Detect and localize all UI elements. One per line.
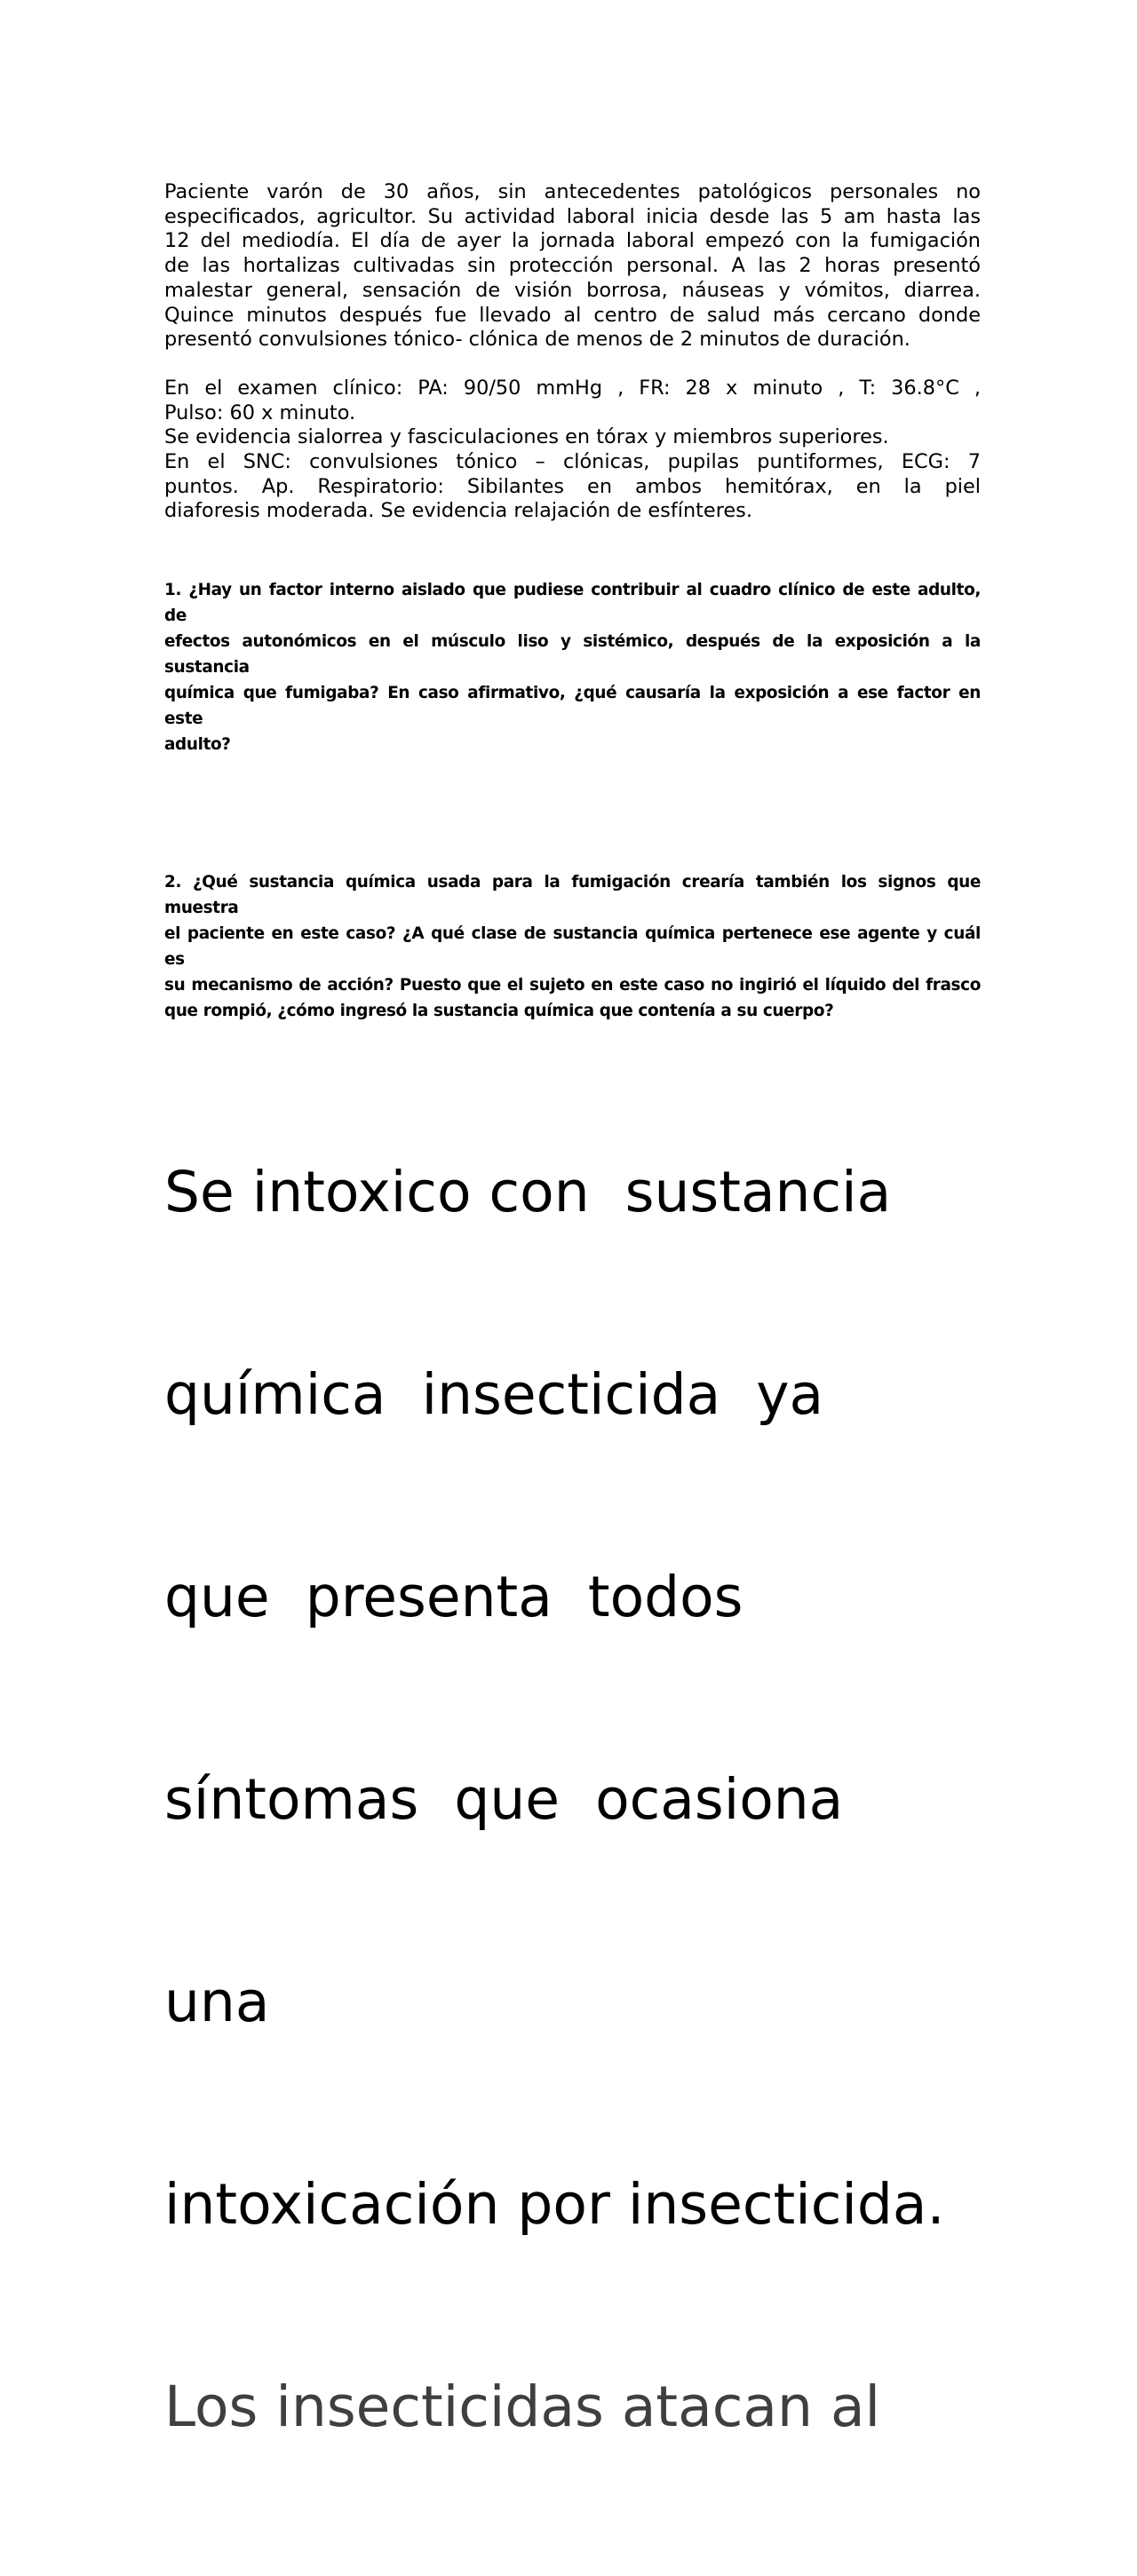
answer-line: una (164, 1970, 270, 2035)
text-line: 12 del mediodía. El día de ayer la jornada laboral empezó con la fumigación (164, 229, 981, 253)
case-paragraph-2 (164, 376, 981, 524)
text-line: especificados, agricultor. Su actividad laboral inicia desde las 5 am hasta las (164, 204, 981, 228)
paragraph-spacer (164, 353, 981, 376)
text-line: Paciente varón de 30 años, sin antecedentes patológicos personales no (164, 180, 981, 203)
text-line: Quince minutos después fue llevado al centro de salud más cercano donde (164, 303, 981, 327)
question-line: adulto? (164, 735, 231, 755)
document-content (164, 180, 981, 2576)
question-line: 2. ¿Qué sustancia química usada para la fumigación crearía también los signos que muestra (164, 873, 981, 918)
question-line: el paciente en este caso? ¿A qué clase de sustancia química pertenece ese agente y cuál es (164, 924, 981, 970)
text-line: Pulso: 60 x minuto. (164, 400, 356, 424)
answer-text (164, 1024, 981, 2576)
question-line: química que fumigaba? En caso afirmativo, ¿qué causaría la exposición a ese factor en este (164, 684, 981, 729)
text-line: En el SNC: convulsiones tónico – clónicas, pupilas puntiformes, ECG: 7 (164, 450, 981, 474)
answer-line: síntomas que ocasiona (164, 1767, 844, 1833)
question-line: su mecanismo de acción? Puesto que el sujeto en este caso no ingirió el líquido del frasco (164, 976, 981, 995)
text-line: En el examen clínico: PA: 90/50 mmHg , FR: 28 x minuto , T: 36.8°C , (164, 376, 981, 400)
case-paragraph-1 (164, 180, 981, 353)
text-line: de las hortalizas cultivadas sin protección personal. A las 2 horas presentó (164, 254, 981, 278)
text-line: presentó convulsiones tónico- clónica de menos de 2 minutos de duración. (164, 328, 910, 352)
question-line: efectos autonómicos en el músculo liso y sistémico, después de la exposición a la sustancia (164, 632, 981, 678)
text-line: diaforesis moderada. Se evidencia relajación de esfínteres. (164, 499, 752, 523)
answer-line: Se intoxico con sustancia (164, 1160, 892, 1225)
text-line: puntos. Ap. Respiratorio: Sibilantes en ambos hemitórax, en la piel (164, 474, 981, 498)
question-1 (164, 577, 981, 757)
question-line: 1. ¿Hay un factor interno aislado que pudiese contribuir al cuadro clínico de este adulto, de (164, 581, 981, 626)
answer-continuation: Los insecticidas atacan al (164, 2374, 881, 2440)
text-line: Se evidencia sialorrea y fasciculaciones en tórax y miembros superiores. (164, 425, 889, 449)
question-2 (164, 869, 981, 1024)
answer-line: química insecticida ya (164, 1362, 824, 1428)
question-line: que rompió, ¿cómo ingresó la sustancia química que contenía a su cuerpo? (164, 1002, 834, 1021)
answer-line: que presenta todos (164, 1565, 743, 1630)
answer-line: intoxicación por insecticida. (164, 2172, 945, 2238)
text-line: malestar general, sensación de visión borrosa, náuseas y vómitos, diarrea. (164, 278, 981, 302)
